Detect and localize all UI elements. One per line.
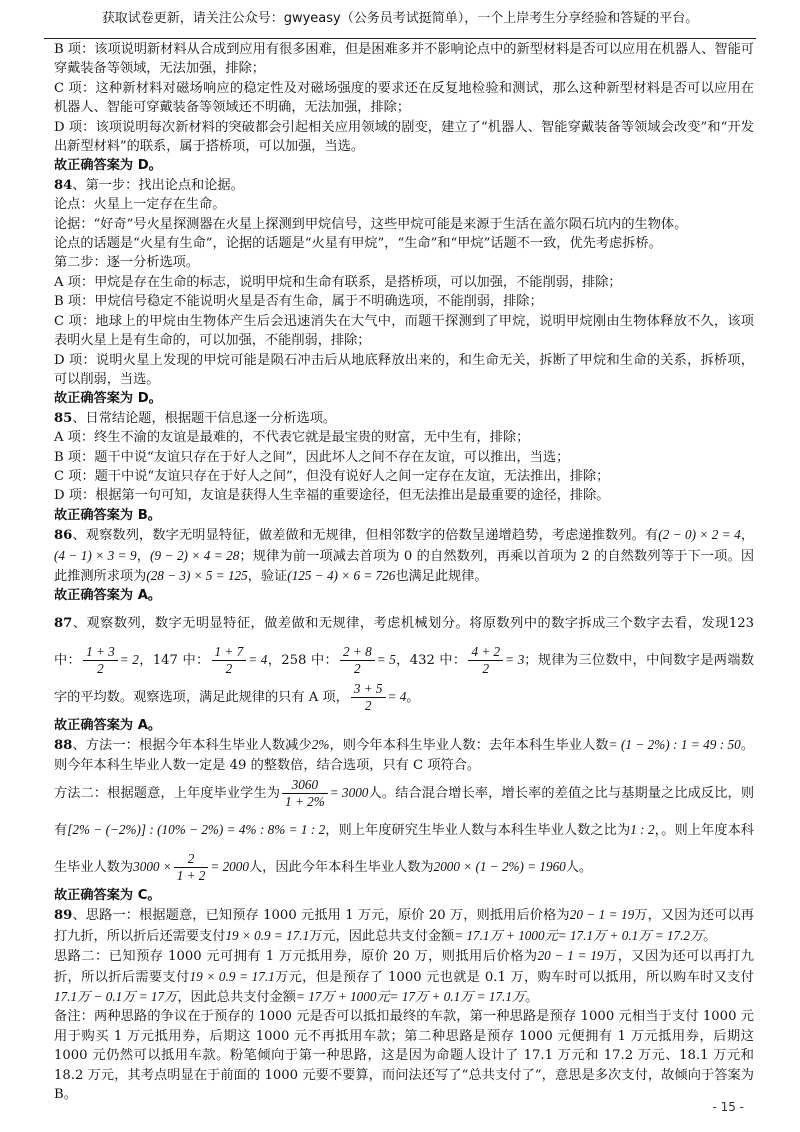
- fraction: $\frac{1 + 7}{2}$: [212, 644, 247, 677]
- q85-intro: 85、日常结论题，根据题干信息逐一分析选项。: [54, 410, 337, 426]
- q84-step2: 第二步：逐一分析选项。: [54, 255, 200, 271]
- q88-method1: 88、方法一：根据今年本科生毕业人数减少2%，则今年本科生毕业人数：去年本科生毕业人数= (1 − 2%) : 1 = 49 : 50。则今年本科生毕业人数一定是 49 的整数倍，结合选项，只有 C 项符合。: [54, 737, 755, 773]
- q87-number: 87: [54, 615, 73, 631]
- fraction: $\frac{2 + 8}{2}$: [340, 644, 375, 677]
- page-content: [54, 40, 754, 1104]
- q85-option-d: D 项：根据第一句可知，友谊是获得人生幸福的重要途径，但无法推出是最重要的途径，排除。: [54, 488, 610, 504]
- q83-option-d: D 项：该项说明每次新材料的突破都会引起相关应用领域的剧变，建立了“机器人、智能穿戴装备等领域会改变”和“开发出新型材料”的联系，属于搭桥项，可以加强，当选。: [54, 119, 754, 155]
- q89-note: 备注：两种思路的争议在于预存的 1000 元是否可以抵扣最终的车款，第一种思路是预存 1000 元相当于支付 1000 元用于购买 1 万元抵用券，后期这 1000 元不再抵用车款；第二种思路是预存 1000 元便拥有 1 万元抵用券，后期这 1000 元仍然可以抵用车款。粉笔倾向于第一种思路，这是因为命题人设计了 17.1 万元和 17.2 万元、18.1 万元和 18.2 万元，其考点明显在于前面的 1000 元要不要算，而问法还写了“总共支付了”，意思是多次支付，故倾向于答案为 B。: [54, 1009, 754, 1103]
- q84-option-d: D 项：说明火星上发现的甲烷可能是陨石冲击后从地底释放出来的，和生命无关，拆断了甲烷和生命的关系，拆桥项，可以削弱，当选。: [54, 352, 754, 387]
- math: (2 − 0) × 2 = 4: [658, 527, 741, 543]
- header-divider: [44, 38, 756, 39]
- q87-explanation: 87、观察数列，数字无明显特征，做差做和无规律，考虑机械划分。将原数列中的数字拆成三个数字去看，发现123 中： $\frac{1 + 3}{2}$ = 2，147 中： $\frac{1 + 7}{2}$ = 4，258 中： $\frac{2 + 8}{2}$ = 5，432 中： $\frac{4 + 2}{2}$ = 3；规律为三位数中，中间数字是两端数字的平均数。观察选项，满足此规律的只有 A 项， $\frac{3 + 5}{2}$ = 4。: [54, 615, 754, 713]
- fraction: $\frac{3060}{1 + 2\%}$: [282, 777, 328, 810]
- q84-thesis: 论点：火星上一定存在生命。: [54, 197, 226, 213]
- q84-number: 84: [54, 177, 73, 193]
- q87-answer: 故正确答案为 A。: [54, 717, 162, 733]
- math: (4 − 1) × 3 = 9: [54, 547, 137, 563]
- q84-option-c: C 项：地球上的甲烷由生物体产生后会迅速消失在大气中，而题干探测到了甲烷，说明甲烷刚由生物体释放不久，该项表明火星上是有生命的，可以加强，不能削弱，排除；: [54, 313, 754, 349]
- q85-option-b: B 项：题干中说“友谊只存在于好人之间”，因此坏人之间不存在友谊，可以推出，当选；: [54, 449, 570, 465]
- q83-option-c: C 项：这种新材料对磁场响应的稳定性及对磁场强度的要求还在反复地检验和测试，那么这种新型材料是否可以应用在机器人、智能可穿戴装备等领域还不明确，无法加强，排除；: [54, 80, 754, 116]
- page-header: 获取试卷更新，请关注公众号：gwyeasy（公务员考试挺简单），一个上岸考生分享经验和答疑的平台。: [101, 11, 699, 26]
- q89-approach2: 思路二：已知预存 1000 元可拥有 1 万元抵用券，原价 20 万，则抵用后价格为20 − 1 = 19万，又因为还可以再打九折，所以折后需要支付19 × 0.9 = 17.1万元，但是预存了 1000 元也就是 0.1 万，购车时可以抵用，所以购车时又支付17.1万 − 0.1万 = 17万，因此总共支付金额= 17万 + 1000元= 17万 + 0.1万 = 17.1万。: [54, 948, 754, 1006]
- q86-explanation: 86、观察数列，数字无明显特征，做差做和无规律，但相邻数字的倍数呈递增趋势，考虑递推数列。有(2 − 0) × 2 = 4，(4 − 1) × 3 = 9，(9 − 2) × 4 = 28；规律为前一项减去首项为 0 的自然数列，再乘以首项为 2 的自然数列等于下一项。因此推测所求项为(28 − 3) × 5 = 125，验证(125 − 4) × 6 = 726也满足此规律。: [54, 527, 755, 584]
- fraction: $\frac{1 + 3}{2}$: [83, 644, 118, 677]
- q88-method2: 方法二：根据题意，上年度毕业学生为 $\frac{3060}{1 + 2\%}$ = 3000人。结合混合增长率，增长率的差值之比与基期量之比成反比，则有[2% − (−2%)] : (10% − 2%) = 4% : 8% = 1 : 2，则上年度研究生毕业人数与本科生毕业人数之比为1 : 2，。则上年度本科生毕业人数为3000 × $\frac{2}{1 + 2}$ = 2000人，因此今年本科生毕业人数为2000 × (1 − 2%) = 1960人。: [54, 777, 755, 883]
- q84-option-a: A 项：甲烷是存在生命的标志，说明甲烷和生命有联系，是搭桥项，可以加强，不能削弱，排除；: [54, 274, 622, 290]
- page-number: - 15 -: [712, 1100, 744, 1114]
- fraction: $\frac{2}{1 + 2}$: [174, 851, 209, 884]
- math: (9 − 2) × 4 = 28: [150, 547, 240, 563]
- q84-evidence: 论据：“好奇”号火星探测器在火星上探测到甲烷信号，这些甲烷可能是来源于生活在盖尔陨石坑内的生物体。: [54, 216, 688, 232]
- fraction: $\frac{4 + 2}{2}$: [468, 644, 503, 677]
- q88-number: 88: [54, 738, 73, 754]
- q84-option-b: B 项：甲烷信号稳定不能说明火星是否有生命，属于不明确选项，不能削弱，排除；: [54, 294, 543, 310]
- q88-answer: 故正确答案为 C。: [54, 888, 161, 903]
- fraction: $\frac{3 + 5}{2}$: [351, 681, 386, 714]
- q85-option-a: A 项：终生不渝的友谊是最难的，不代表它就是最宝贵的财富，无中生有，排除；: [54, 430, 530, 446]
- q83-answer: 故正确答案为 D。: [54, 158, 162, 174]
- q86-answer: 故正确答案为 A。: [54, 588, 162, 604]
- q84-answer: 故正确答案为 D。: [54, 391, 162, 407]
- q83-option-b: B 项：该项说明新材料从合成到应用有很多困难，但是困难多并不影响论点中的新型材料是否可以应用在机器人、智能可穿戴装备等领域，无法加强，排除；: [54, 42, 754, 77]
- q85-number: 85: [54, 410, 73, 426]
- q84-topic: 论点的话题是“火星有生命”，论据的话题是“火星有甲烷”，“生命”和“甲烷”话题不一致，优先考虑拆桥。: [54, 236, 662, 252]
- q85-option-c: C 项：题干中说“友谊只存在于好人之间”，但没有说好人之间一定存在友谊，无法推出，排除；: [54, 468, 610, 484]
- q89-approach1: 89、思路一：根据题意，已知预存 1000 元抵用 1 万元，原价 20 万，则抵用后价格为20 − 1 = 19万，又因为还可以再打九折，所以折后还需要支付19 × 0.9 = 17.1万元，因此总共支付金额= 17.1万 + 1000元= 17.1万 + 0.1万 = 17.2万。: [54, 907, 754, 944]
- q85-answer: 故正确答案为 B。: [54, 507, 161, 523]
- q89-number: 89: [54, 908, 73, 924]
- math: (28 − 3) × 5 = 125: [146, 567, 248, 583]
- q86-number: 86: [54, 528, 73, 544]
- math: (125 − 4) × 6 = 726: [287, 567, 396, 583]
- q84-step1: 84、第一步：找出论点和论据。: [54, 177, 244, 193]
